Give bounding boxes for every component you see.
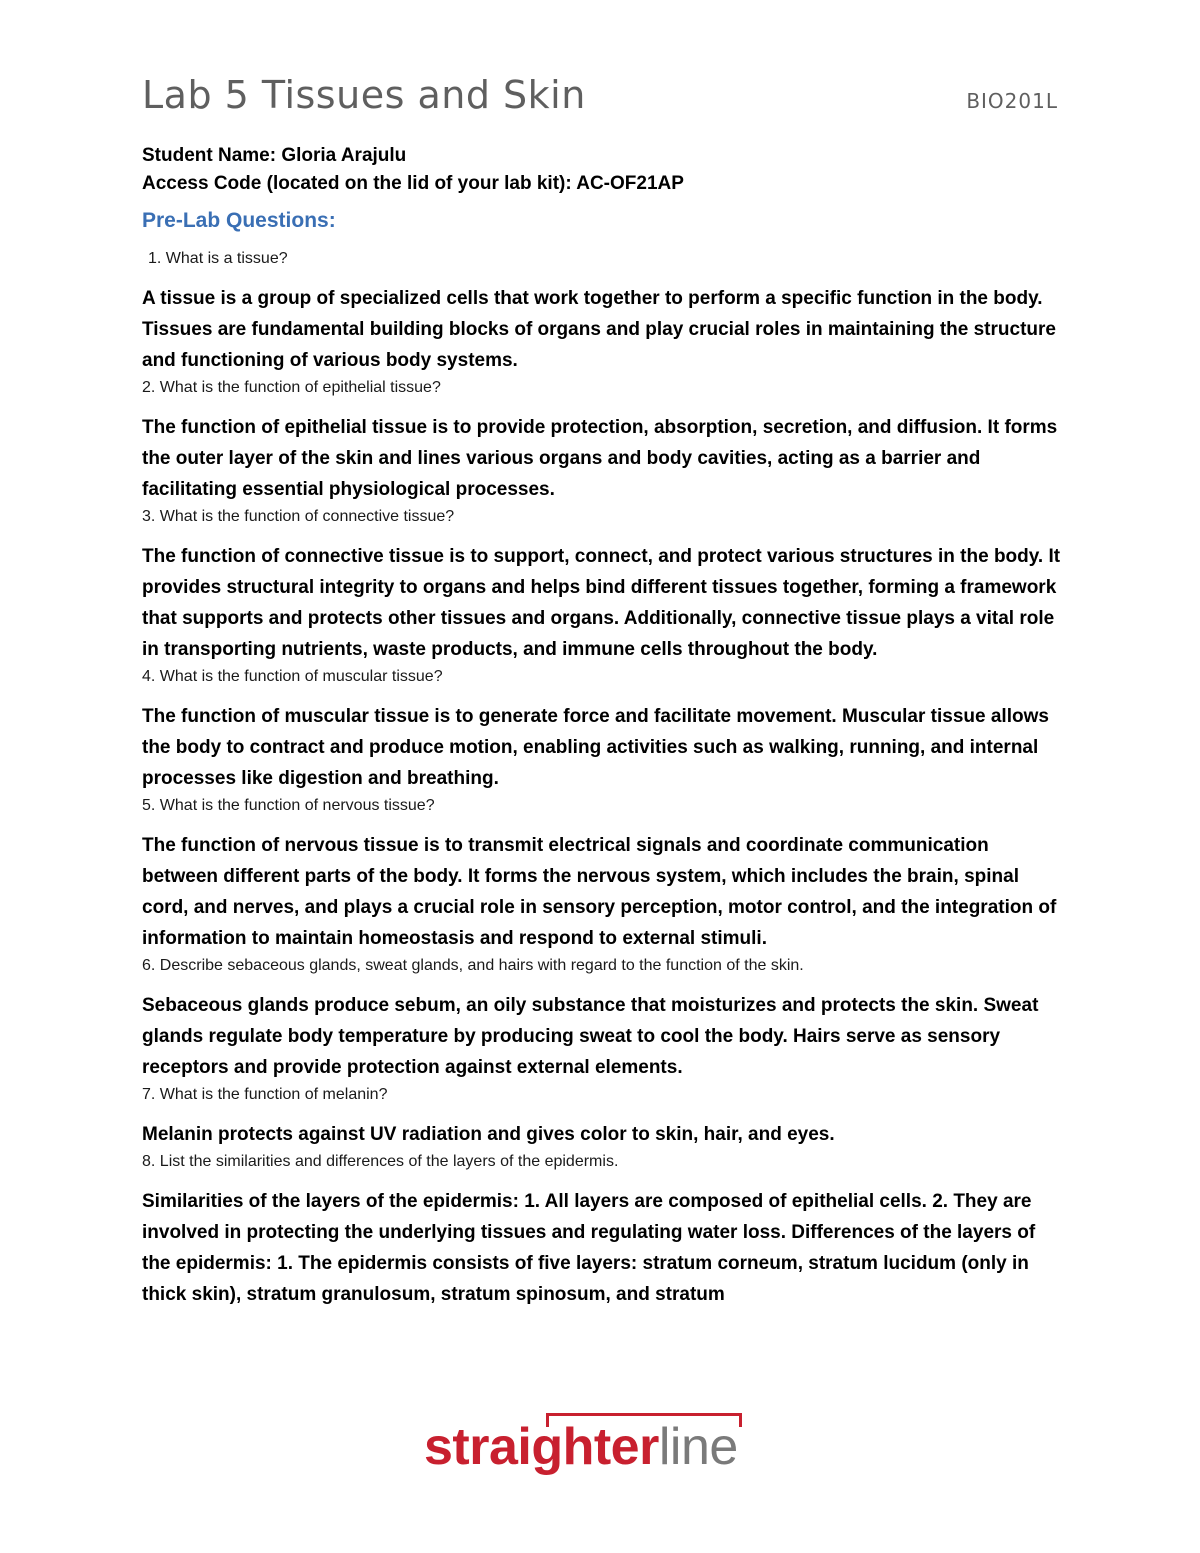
- logo-text-light: line: [658, 1418, 738, 1476]
- document-body: [142, 142, 1062, 1311]
- question-block: [142, 377, 1062, 505]
- question-text: 3. What is the function of connective tissue?: [142, 508, 455, 525]
- answer-text: Melanin protects against UV radiation and gives color to skin, hair, and eyes.: [142, 1124, 835, 1145]
- question-block: [142, 1084, 1062, 1150]
- question-text: 5. What is the function of nervous tissue?: [142, 797, 435, 814]
- question-block: [142, 955, 1062, 1083]
- straighterline-logo: [424, 1413, 776, 1483]
- student-name: Student Name: Gloria Arajulu: [142, 145, 407, 166]
- answer-text: The function of connective tissue is to support, connect, and protect various structures in the body. It provides structural integrity to organs and helps bind different tissues together, forming a framework that supports and protects other tissues and organs. Additionally, connective tissue plays a vital role in transporting nutrients, waste products, and immune cells throughout the body.: [142, 546, 1061, 660]
- question-text: 1. What is a tissue?: [148, 250, 288, 267]
- course-code: BIO201L: [966, 89, 1058, 113]
- page-title: Lab 5 Tissues and Skin: [142, 73, 586, 117]
- logo-wordmark: [424, 1417, 738, 1477]
- question-text: 8. List the similarities and differences of the layers of the epidermis.: [142, 1153, 619, 1170]
- answer-text: A tissue is a group of specialized cells that work together to perform a specific function in the body. Tissues are fundamental building blocks of organs and play crucial roles in maintaining the structure and functioning of various body systems.: [142, 288, 1056, 371]
- question-block: [142, 506, 1062, 665]
- question-text: 2. What is the function of epithelial tissue?: [142, 379, 441, 396]
- logo-accent-tick: [739, 1413, 742, 1427]
- answer-text: The function of nervous tissue is to transmit electrical signals and coordinate communication between different parts of the body. It forms the nervous system, which includes the brain, spinal cord, and nerves, and plays a crucial role in sensory perception, motor control, and the integration of information to maintain homeostasis and respond to external stimuli.: [142, 835, 1057, 949]
- question-block: [142, 666, 1062, 794]
- answer-text: The function of epithelial tissue is to provide protection, absorption, secretion, and diffusion. It forms the outer layer of the skin and lines various organs and body cavities, acting as a barrier and facilitating essential physiological processes.: [142, 417, 1058, 500]
- question-block: [142, 248, 1062, 376]
- question-block: [142, 1151, 1062, 1310]
- question-text: 4. What is the function of muscular tissue?: [142, 668, 443, 685]
- access-code: Access Code (located on the lid of your lab kit): AC-OF21AP: [142, 173, 684, 194]
- answer-text: Similarities of the layers of the epidermis: 1. All layers are composed of epithelial cells. 2. They are involved in protecting the underlying tissues and regulating water loss. Differences of the layers of the epidermis: 1. The epidermis consists of five layers: stratum corneum, stratum lucidum (only in thick skin), stratum granulosum, stratum spinosum, and stratum: [142, 1191, 1036, 1305]
- logo-accent-bar: [546, 1413, 742, 1416]
- answer-text: Sebaceous glands produce sebum, an oily substance that moisturizes and protects the skin. Sweat glands regulate body temperature by producing sweat to cool the body. Hairs serve as sensory receptors and provide protection against external elements.: [142, 995, 1039, 1078]
- answer-text: The function of muscular tissue is to generate force and facilitate movement. Muscular tissue allows the body to contract and produce motion, enabling activities such as walking, running, and internal processes like digestion and breathing.: [142, 706, 1049, 789]
- section-heading: Pre-Lab Questions:: [142, 209, 336, 232]
- question-block: [142, 795, 1062, 954]
- question-text: 6. Describe sebaceous glands, sweat glands, and hairs with regard to the function of the skin.: [142, 957, 804, 974]
- logo-text-bold: straighter: [424, 1418, 659, 1476]
- question-text: 7. What is the function of melanin?: [142, 1086, 388, 1103]
